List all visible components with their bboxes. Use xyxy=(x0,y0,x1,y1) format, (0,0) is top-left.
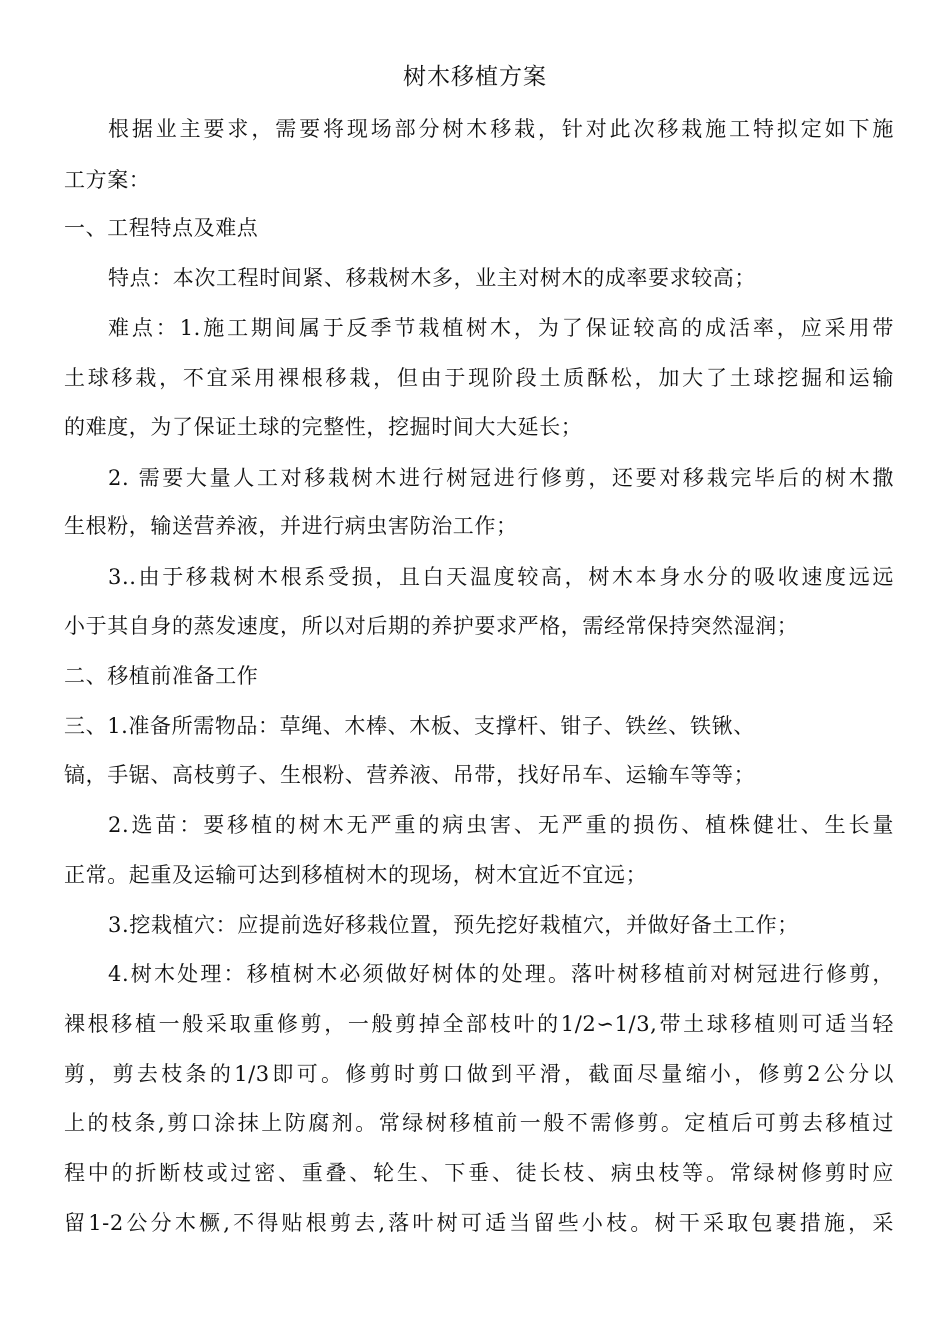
paragraph-line: 镐，手锯、高枝剪子、生根粉、营养液、吊带，找好吊车、运输车等等； xyxy=(64,763,756,787)
paragraph-line: 特点：本次工程时间紧、移栽树木多，业主对树木的成率要求较高； xyxy=(108,266,756,290)
paragraph-line: 留1-2公分木橛,不得贴根剪去,落叶树可适当留些小枝。树干采取包裹措施，采 xyxy=(64,1211,894,1235)
paragraph-line: 上的枝条,剪口涂抹上防腐剂。常绿树移植前一般不需修剪。定植后可剪去移植过 xyxy=(64,1111,894,1135)
section-heading: 二、移植前准备工作 xyxy=(64,664,259,688)
paragraph-line: 程中的折断枝或过密、重叠、轮生、下垂、徒长枝、病虫枝等。常绿树修剪时应 xyxy=(64,1161,894,1185)
document-title: 树木移植方案 xyxy=(403,64,547,90)
paragraph-line: 正常。起重及运输可达到移植树木的现场，树木宜近不宜远； xyxy=(64,863,648,887)
paragraph-line: 4.树木处理：移植树木必须做好树体的处理。落叶树移植前对树冠进行修剪， xyxy=(108,962,894,986)
paragraph-line: 小于其自身的蒸发速度，所以对后期的养护要求严格，需经常保持突然湿润； xyxy=(64,614,799,638)
paragraph-line: 土球移栽，不宜采用裸根移栽，但由于现阶段土质酥松，加大了土球挖掘和运输 xyxy=(64,366,894,390)
paragraph-line: 生根粉，输送营养液，并进行病虫害防治工作； xyxy=(64,514,518,538)
paragraph-line: 根据业主要求，需要将现场部分树木移栽，针对此次移栽施工特拟定如下施 xyxy=(108,117,894,141)
paragraph-line: 3.挖栽植穴：应提前选好移栽位置，预先挖好栽植穴，并做好备土工作； xyxy=(108,913,799,937)
paragraph-line: 难点：1.施工期间属于反季节栽植树木，为了保证较高的成活率，应采用带 xyxy=(108,316,894,340)
paragraph-line: 工方案： xyxy=(64,168,151,192)
paragraph-line: 2.选苗：要移植的树木无严重的病虫害、无严重的损伤、植株健壮、生长量 xyxy=(108,813,894,837)
paragraph-line: 3..由于移栽树木根系受损，且白天温度较高，树木本身水分的吸收速度远远 xyxy=(108,565,894,589)
paragraph-line: 剪，剪去枝条的1/3即可。修剪时剪口做到平滑，截面尽量缩小，修剪2公分以 xyxy=(64,1062,894,1086)
paragraph-line: 2. 需要大量人工对移栽树木进行树冠进行修剪，还要对移栽完毕后的树木撒 xyxy=(108,466,894,490)
paragraph-line: 的难度，为了保证土球的完整性，挖掘时间大大延长； xyxy=(64,415,583,439)
section-heading: 一、工程特点及难点 xyxy=(64,216,259,240)
paragraph-line: 裸根移植一般采取重修剪，一般剪掉全部枝叶的1/2∽1/3,带土球移植则可适当轻 xyxy=(64,1012,894,1036)
paragraph-line: 三、1.准备所需物品：草绳、木棒、木板、支撑杆、钳子、铁丝、铁锹、 xyxy=(64,714,755,738)
